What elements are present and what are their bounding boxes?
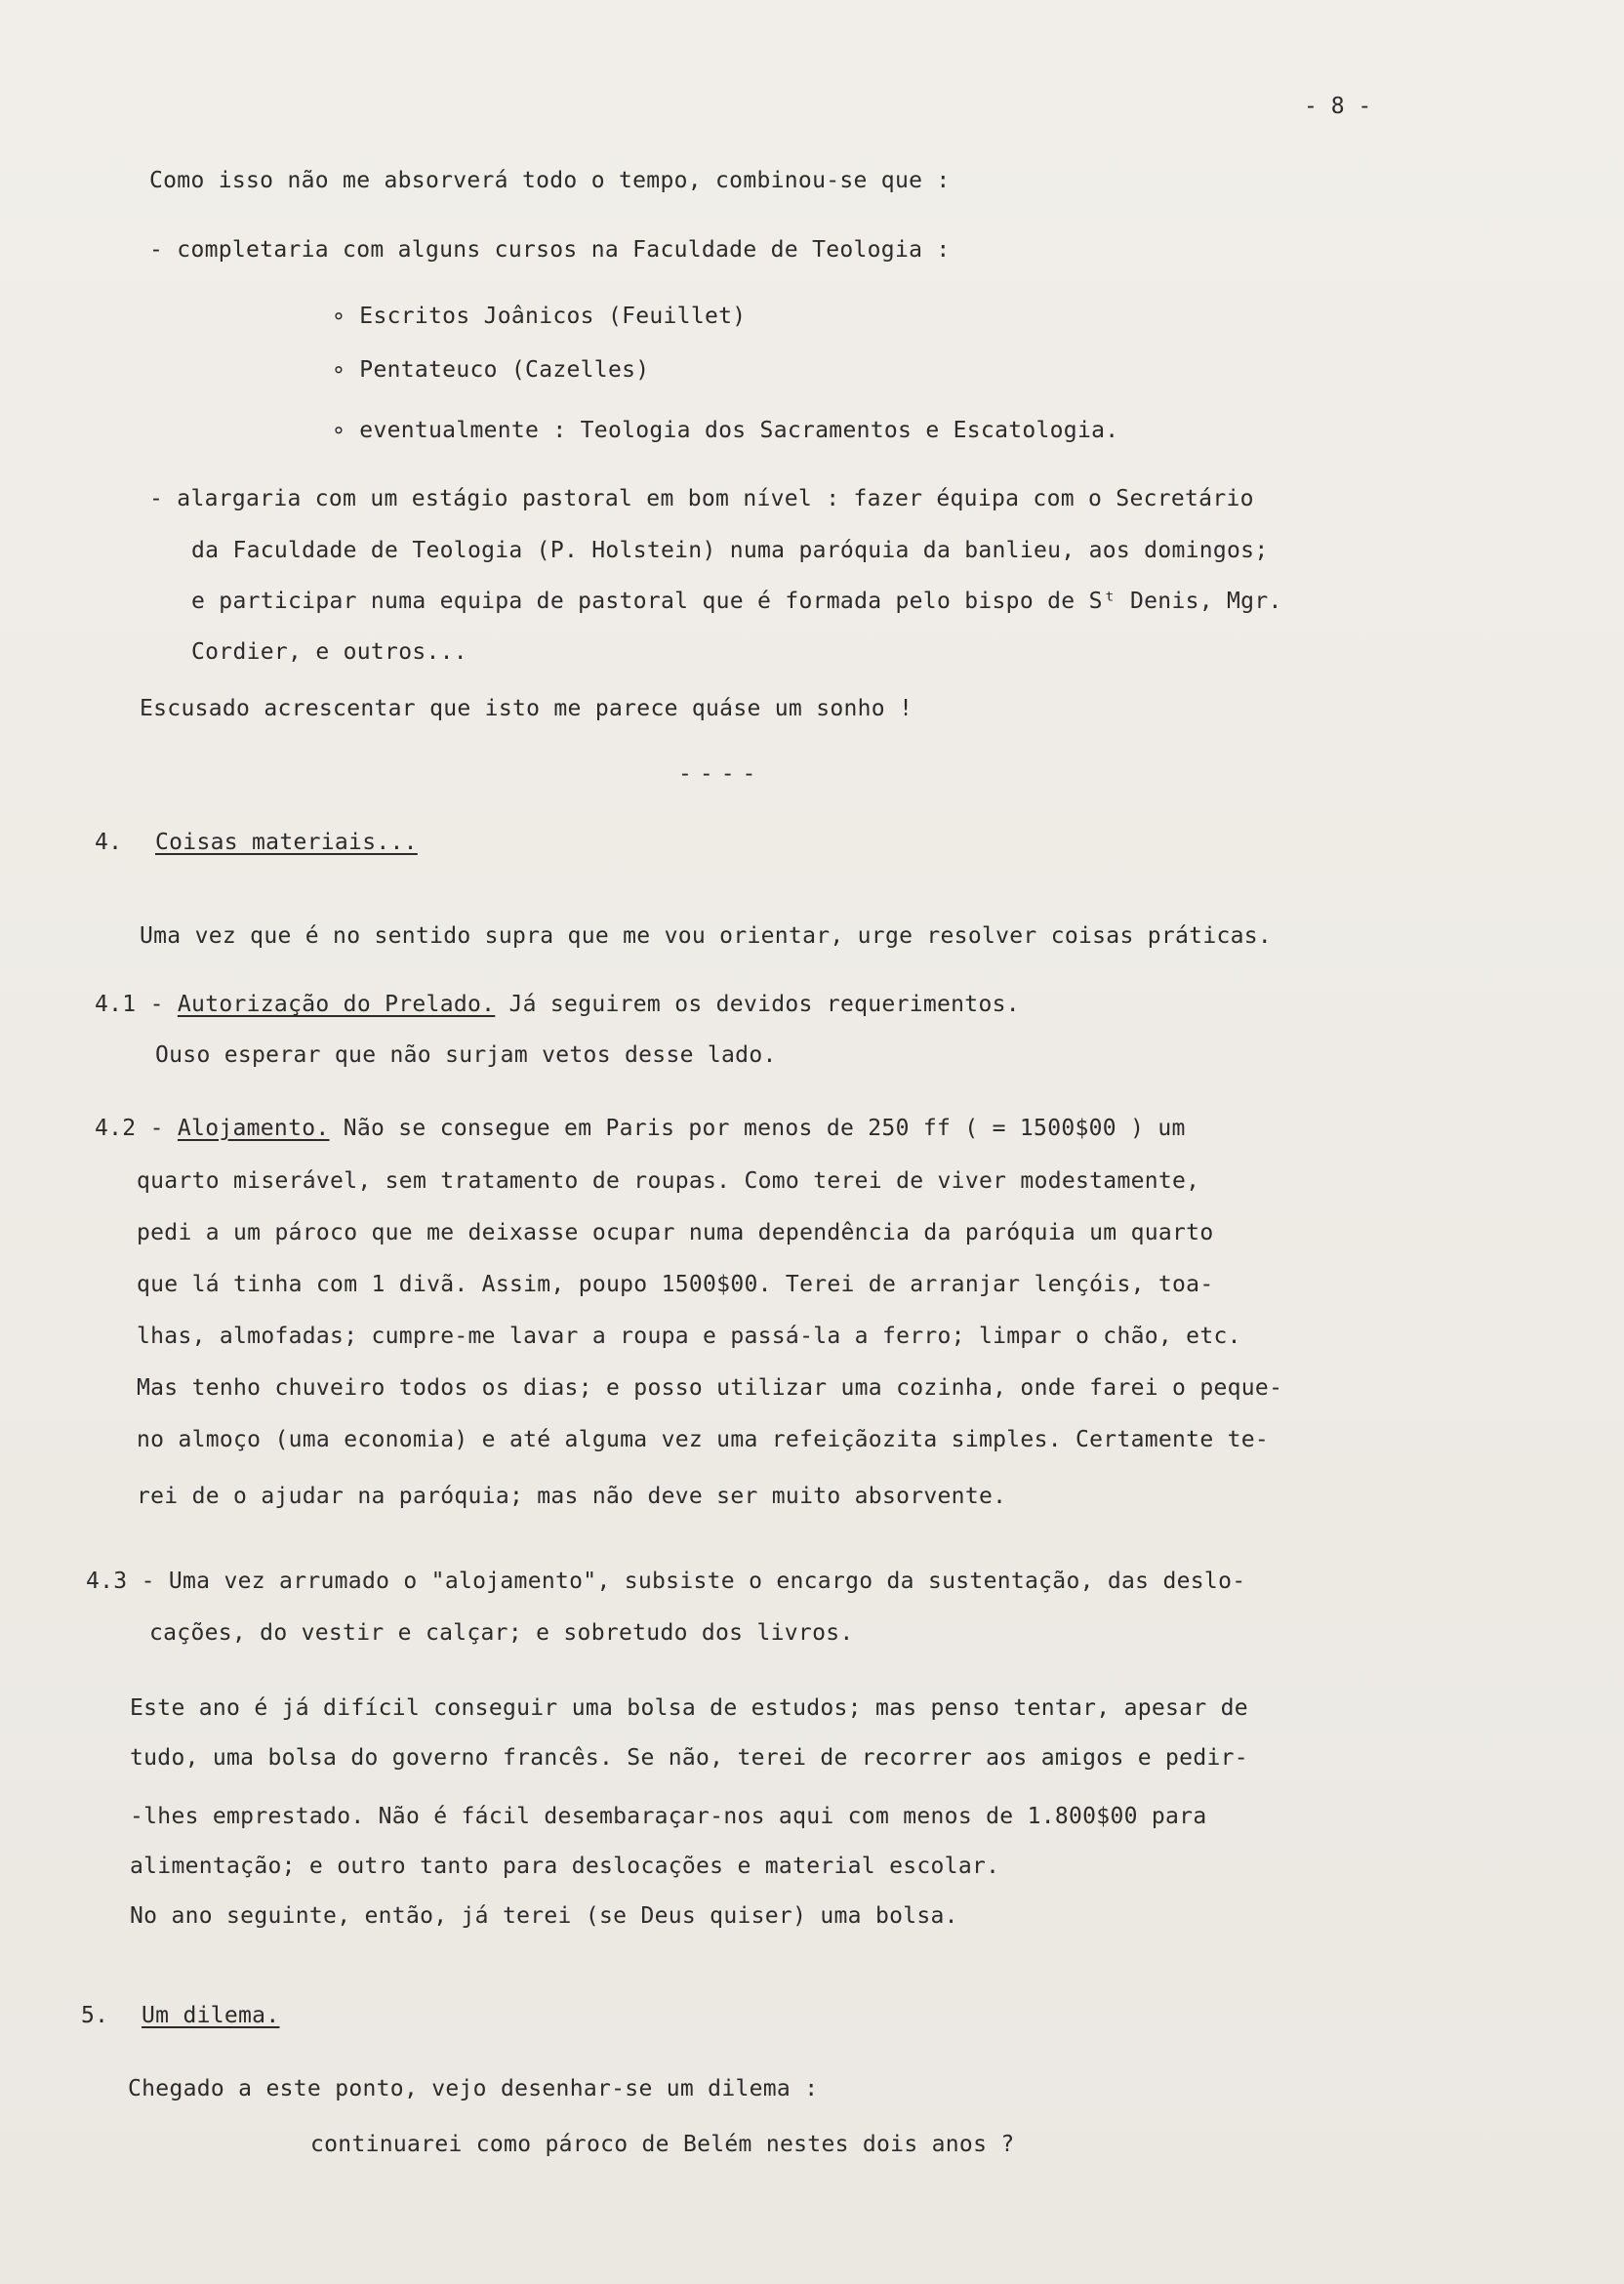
section-4-title: Coisas materiais... <box>155 830 418 855</box>
page-number: - 8 - <box>1304 94 1372 119</box>
section-4-2-line: que lá tinha com 1 divã. Assim, poupo 1500$00. Terei de arranjar lençóis, toa- <box>137 1272 1214 1297</box>
section-5-question: continuarei como pároco de Belém nestes dois anos ? <box>310 2132 1015 2157</box>
section-4-2-line: quarto miserável, sem tratamento de roupas. Como terei de viver modestamente, <box>137 1168 1200 1194</box>
section-4-1-text: Já seguirem os devidos requerimentos. <box>508 992 1020 1017</box>
section-4-2-title: Alojamento. <box>177 1116 330 1141</box>
section-4-3-para-line: No ano seguinte, então, já terei (se Deus quiser) uma bolsa. <box>130 1903 958 1929</box>
plan-item-pastoral-line: da Faculdade de Teologia (P. Holstein) numa paróquia da banlieu, aos domingos; <box>191 538 1269 563</box>
plan-item-pastoral: - alargaria com um estágio pastoral em bom nível : fazer équipa com o Secretário <box>149 486 1254 511</box>
section-4-2-line: no almoço (uma economia) e até alguma vez uma refeiçãozita simples. Certamente te- <box>137 1427 1270 1452</box>
section-4-2-line: Mas tenho chuveiro todos os dias; e posso utilizar uma cozinha, onde farei o peque- <box>137 1375 1283 1401</box>
plan-closing: Escusado acrescentar que isto me parece quáse um sonho ! <box>140 696 914 721</box>
section-4-3-para-line: -lhes emprestado. Não é fácil desembaraçar-nos aqui com menos de 1.800$00 para <box>130 1804 1207 1829</box>
section-4-1-heading <box>95 990 1020 1019</box>
section-4-2-number: 4.2 - <box>95 1116 164 1141</box>
section-4-1-title: Autorização do Prelado. <box>177 992 496 1017</box>
section-4-2-line: lhas, almofadas; cumpre-me lavar a roupa e passá-la a ferro; limpar o chão, etc. <box>137 1324 1241 1349</box>
section-4-1-number: 4.1 - <box>95 992 164 1017</box>
section-4-2-line: rei de o ajudar na paróquia; mas não deve ser muito absorvente. <box>137 1484 1007 1509</box>
section-4-3-heading: 4.3 - Uma vez arrumado o "alojamento", subsiste o encargo da sustentação, das deslo- <box>86 1569 1246 1594</box>
course-item: ∘ Pentateuco (Cazelles) <box>332 357 650 383</box>
section-4-3-para-line: alimentação; e outro tanto para deslocações e material escolar. <box>130 1854 1000 1879</box>
intro-line: Como isso não me absorverá todo o tempo, combinou-se que : <box>149 168 951 193</box>
course-item: ∘ eventualmente : Teologia dos Sacramentos e Escatologia. <box>332 418 1119 443</box>
section-4-2-text: Não se consegue em Paris por menos de 250 ff ( = 1500$00 ) um <box>343 1116 1186 1141</box>
section-5-title: Um dilema. <box>142 2003 280 2028</box>
section-4-2-heading <box>95 1114 1186 1143</box>
plan-item-courses: - completaria com alguns cursos na Faculdade de Teologia : <box>149 237 951 263</box>
plan-item-pastoral-line: Cordier, e outros... <box>191 639 467 665</box>
section-4-3-line: cações, do vestir e calçar; e sobretudo dos livros. <box>149 1620 854 1646</box>
section-5-number: 5. <box>81 2003 109 2028</box>
section-4-intro: Uma vez que é no sentido supra que me vou orientar, urge resolver coisas práticas. <box>140 923 1273 949</box>
section-4-2-line: pedi a um pároco que me deixasse ocupar numa dependência da paróquia um quarto <box>137 1220 1214 1245</box>
section-separator: ---- <box>678 761 764 787</box>
section-5-line: Chegado a este ponto, vejo desenhar-se um dilema : <box>128 2076 819 2101</box>
course-item: ∘ Escritos Joânicos (Feuillet) <box>332 304 747 329</box>
section-4-3-para-line: Este ano é já difícil conseguir uma bolsa de estudos; mas penso tentar, apesar de <box>130 1695 1248 1721</box>
plan-item-pastoral-line: e participar numa equipa de pastoral que é formada pelo bispo de Sᵗ Denis, Mgr. <box>191 589 1282 614</box>
section-4-1-line: Ouso esperar que não surjam vetos desse lado. <box>155 1042 777 1068</box>
section-4-number: 4. <box>95 830 123 855</box>
section-4-3-para-line: tudo, uma bolsa do governo francês. Se não, terei de recorrer aos amigos e pedir- <box>130 1745 1248 1771</box>
